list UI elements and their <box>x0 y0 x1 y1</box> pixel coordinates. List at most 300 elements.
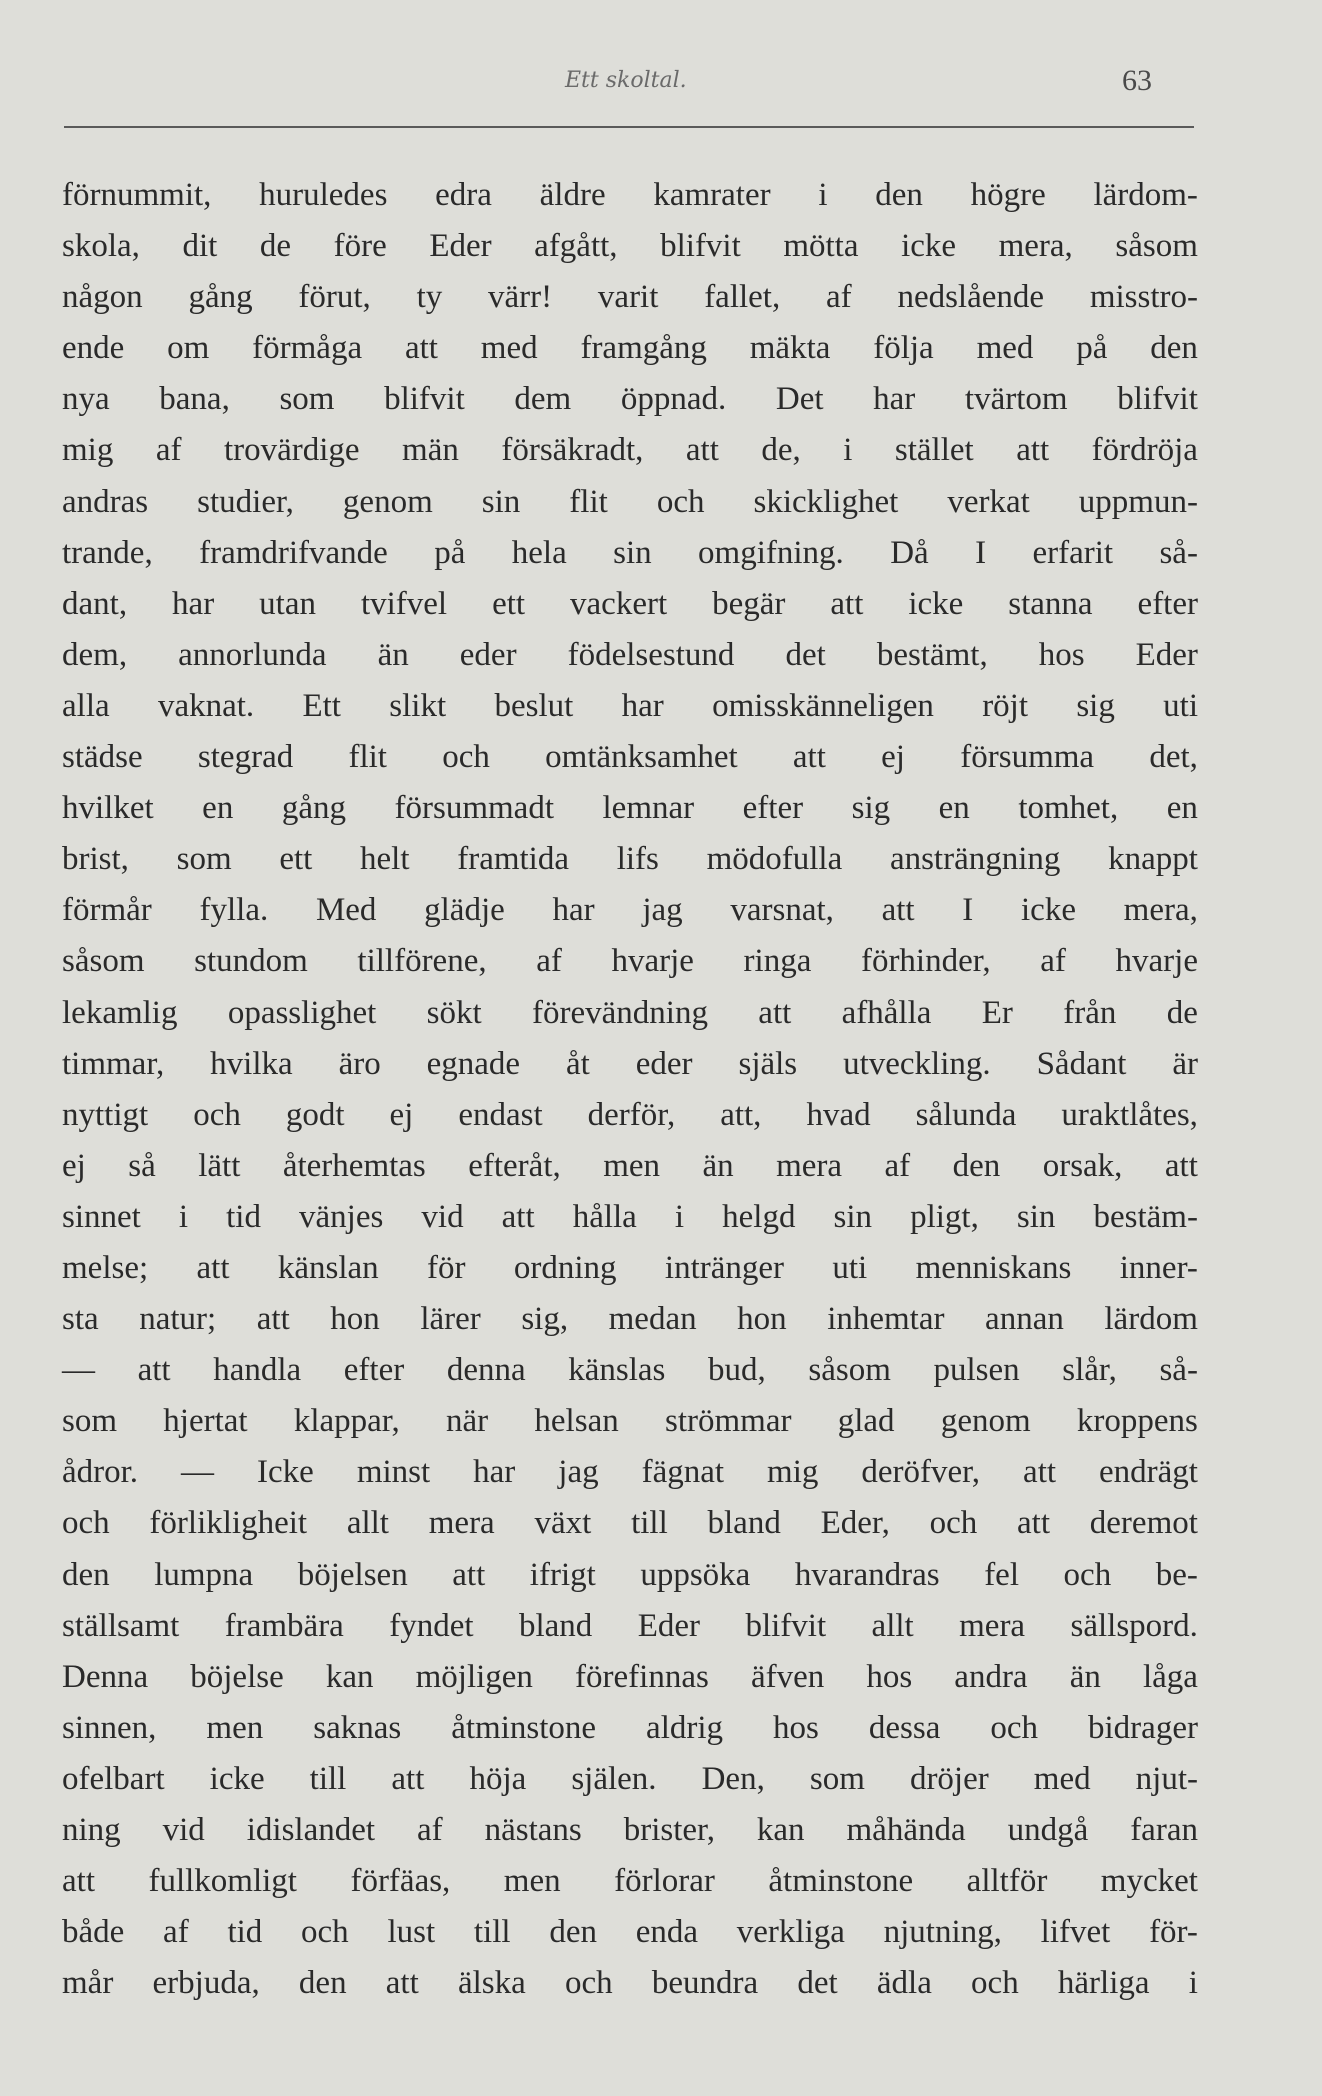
word: stället <box>894 432 974 469</box>
word: ende <box>62 330 125 367</box>
word: såsom <box>62 943 145 980</box>
word: mig <box>62 432 114 469</box>
word: den <box>298 1965 347 2002</box>
word: varsnat, <box>730 892 834 929</box>
word: stundom <box>194 943 308 980</box>
word: att <box>256 1301 290 1338</box>
text-line <box>62 834 1198 885</box>
word: förnummit, <box>62 177 212 213</box>
word: har <box>473 1454 516 1491</box>
word: vänjes <box>299 1198 384 1235</box>
word: mår <box>62 1965 114 2002</box>
word: gång <box>188 279 253 316</box>
word: icke <box>908 585 964 622</box>
word: än <box>702 1147 734 1184</box>
word: deremot <box>1089 1505 1198 1542</box>
word: andras <box>62 483 149 520</box>
word: den <box>952 1147 1001 1184</box>
word: värr! <box>488 279 553 316</box>
word: ifrigt <box>529 1556 596 1593</box>
word: och <box>62 1505 110 1542</box>
word: bud, <box>708 1352 766 1389</box>
word: Eder <box>1135 636 1198 673</box>
word: hon <box>737 1301 787 1338</box>
word: och <box>971 1965 1019 2002</box>
word: uraktlåtes, <box>1061 1096 1198 1133</box>
word: blifvit <box>384 381 465 418</box>
word: men <box>503 1863 561 1900</box>
word: minst <box>356 1454 431 1491</box>
word: efter <box>343 1352 405 1389</box>
word: att <box>501 1198 535 1235</box>
word: alla <box>62 687 110 724</box>
word: nya <box>62 381 110 418</box>
word: den <box>549 1914 597 1951</box>
word: misstro- <box>1089 279 1198 316</box>
word: icke <box>209 1760 265 1797</box>
word: tillförene, <box>357 943 487 980</box>
word: till <box>309 1760 347 1797</box>
word: uppsöka <box>640 1556 751 1593</box>
word: möjligen <box>415 1658 533 1695</box>
word: den <box>62 1556 110 1593</box>
word: kan <box>756 1812 805 1848</box>
word: godt <box>285 1096 345 1133</box>
word: mycket <box>1100 1863 1198 1900</box>
word: med <box>976 330 1034 367</box>
word: sin <box>1016 1198 1056 1235</box>
word: Sådant <box>1036 1045 1127 1082</box>
word: och <box>990 1709 1039 1746</box>
word: en <box>1166 790 1198 827</box>
word: hvarje <box>611 943 694 980</box>
text-line <box>62 1243 1198 1294</box>
word: helsan <box>534 1403 619 1440</box>
word: förlorar <box>614 1863 715 1900</box>
body-text <box>62 170 1198 2009</box>
word: genom <box>342 483 433 520</box>
word: brist, <box>62 841 129 878</box>
word: någon <box>62 279 143 316</box>
word: förut, <box>298 279 371 316</box>
word: hålla <box>572 1198 637 1235</box>
text-line <box>62 1550 1198 1601</box>
word: att <box>685 432 719 469</box>
word: ofelbart <box>62 1760 165 1797</box>
text-line <box>62 1805 1198 1856</box>
word: sig <box>1076 687 1115 724</box>
word: den <box>1150 330 1198 367</box>
word: allt <box>346 1505 389 1542</box>
header-rule <box>64 126 1194 128</box>
word: att <box>404 330 438 367</box>
word: lätt <box>198 1147 241 1184</box>
word: slår, <box>1062 1352 1117 1389</box>
word: slikt <box>389 687 447 724</box>
word: nästans <box>484 1812 582 1848</box>
word: som <box>62 1403 118 1440</box>
text-line <box>62 1652 1198 1703</box>
word: utveckling. <box>843 1045 991 1082</box>
word: bestäm- <box>1093 1198 1198 1235</box>
word: och <box>1063 1556 1112 1593</box>
word: med <box>1033 1760 1091 1797</box>
word: intränger <box>664 1249 785 1286</box>
word: eder <box>459 636 517 673</box>
word: jag <box>558 1454 599 1491</box>
word: män <box>402 432 459 469</box>
word: sålunda <box>915 1096 1017 1133</box>
word: känslas <box>568 1352 666 1389</box>
word: ringa <box>743 943 812 980</box>
word: blifvit <box>745 1607 827 1644</box>
word: undgå <box>1007 1812 1089 1848</box>
word: att <box>792 739 826 776</box>
word: endast <box>458 1096 543 1133</box>
text-line <box>62 1141 1198 1192</box>
word: verkat <box>947 483 1030 520</box>
word: hos <box>866 1658 913 1695</box>
word: annorlunda <box>178 636 327 673</box>
word: faran <box>1130 1812 1198 1848</box>
word: mötta <box>783 228 859 265</box>
word: ett <box>492 585 526 622</box>
word: mera <box>959 1607 1026 1644</box>
word: städse <box>62 739 143 776</box>
word: det <box>785 636 826 673</box>
word: så- <box>1159 534 1198 571</box>
word: i <box>674 1198 685 1235</box>
word: kroppens <box>1076 1403 1198 1440</box>
word: mera <box>428 1505 495 1542</box>
word: tid <box>227 1914 263 1951</box>
word: saknas <box>313 1709 402 1746</box>
word: i <box>178 1198 189 1235</box>
word: att, <box>720 1096 762 1133</box>
word: opasslighet <box>227 994 377 1031</box>
word: vackert <box>570 585 668 622</box>
word: hvarje <box>1115 943 1198 980</box>
word: lärdom- <box>1093 177 1198 213</box>
word: — <box>181 1454 215 1491</box>
word: sig, <box>521 1301 569 1338</box>
word: afgått, <box>534 228 618 265</box>
word: Ett <box>302 687 341 724</box>
word: sig <box>851 790 891 827</box>
word: helgd <box>722 1198 796 1235</box>
word: förmåga <box>252 330 363 367</box>
word: be- <box>1155 1556 1198 1593</box>
word: från <box>1063 994 1117 1031</box>
word: de <box>259 228 292 265</box>
word: att <box>385 1965 419 2002</box>
word: hos <box>773 1709 819 1746</box>
word: ordning <box>513 1249 617 1286</box>
word: åt <box>566 1045 590 1082</box>
text-line <box>62 1958 1198 2009</box>
word: ej <box>389 1096 414 1133</box>
word: på <box>434 534 466 571</box>
word: böjelsen <box>297 1556 408 1593</box>
word: ej <box>881 739 905 776</box>
word: hos <box>1038 636 1085 673</box>
word: växt <box>534 1505 592 1542</box>
word: till <box>473 1914 511 1951</box>
word: ning <box>62 1812 121 1848</box>
word: att <box>196 1249 230 1286</box>
word: af <box>826 279 852 316</box>
word: derför, <box>587 1096 676 1133</box>
word: eder <box>635 1045 693 1082</box>
word: njut- <box>1135 1760 1198 1797</box>
text-line <box>62 579 1198 630</box>
word: trovärdige <box>223 432 360 469</box>
word: ett <box>279 841 313 878</box>
word: att <box>1017 1505 1051 1542</box>
word: omgifning. <box>698 534 844 571</box>
word: dröjer <box>909 1760 989 1797</box>
word: lifvet <box>1040 1914 1111 1951</box>
word: flit <box>569 483 608 520</box>
word: åtminstone <box>768 1863 914 1900</box>
word: och <box>442 739 490 776</box>
word: verkliga <box>736 1914 845 1951</box>
word: bestämt, <box>876 636 988 673</box>
word: mödofulla <box>706 841 843 878</box>
word: lifs <box>616 841 659 878</box>
word: efter <box>742 790 804 827</box>
word: har <box>552 892 595 929</box>
word: icke <box>901 228 957 265</box>
word: annan <box>985 1301 1064 1338</box>
word: helt <box>360 841 410 878</box>
text-line <box>62 1601 1198 1652</box>
word: bland <box>707 1505 781 1542</box>
word: har <box>621 687 664 724</box>
text-line <box>62 936 1198 987</box>
word: för <box>427 1249 466 1286</box>
word: skola, <box>62 228 140 265</box>
word: varit <box>597 279 659 316</box>
word: ädla <box>876 1965 932 2002</box>
word: en <box>202 790 234 827</box>
word: sin <box>833 1198 873 1235</box>
word: denna <box>446 1352 526 1389</box>
word: sökt <box>426 994 482 1031</box>
word: lärer <box>420 1301 481 1338</box>
word: förefinnas <box>575 1658 709 1695</box>
word: och <box>656 483 705 520</box>
word: af <box>536 943 562 980</box>
word: sinnen, <box>62 1709 157 1746</box>
word: så- <box>1159 1352 1198 1389</box>
word: af <box>417 1812 443 1848</box>
word: orsak, <box>1042 1147 1123 1184</box>
word: födelsestund <box>567 636 735 673</box>
word: tvärtom <box>964 381 1068 418</box>
word: Det <box>775 381 824 418</box>
word: de, <box>761 432 801 469</box>
word: glädje <box>424 892 505 929</box>
word: känslan <box>277 1249 379 1286</box>
text-line <box>62 1856 1198 1907</box>
word: och <box>193 1096 241 1133</box>
word: försummadt <box>394 790 554 827</box>
word: som <box>809 1760 865 1797</box>
word: höja <box>469 1760 527 1797</box>
word: edra <box>435 177 492 213</box>
word: men <box>603 1147 661 1184</box>
text-line <box>62 1754 1198 1805</box>
word: knappt <box>1108 841 1198 878</box>
word: ansträngning <box>889 841 1061 878</box>
word: I <box>962 892 974 929</box>
word: hela <box>511 534 567 571</box>
word: deröfver, <box>861 1454 981 1491</box>
word: fallet, <box>704 279 781 316</box>
word: högre <box>970 177 1046 213</box>
word: begär <box>712 585 786 622</box>
word: både <box>62 1914 125 1951</box>
word: att <box>881 892 915 929</box>
word: tid <box>226 1198 261 1235</box>
word: beslut <box>494 687 574 724</box>
word: och <box>929 1505 978 1542</box>
word: omisskänneligen <box>712 687 934 724</box>
word: i <box>818 177 828 213</box>
word: blifvit <box>1117 381 1198 418</box>
word: framtida <box>457 841 569 878</box>
word: af <box>163 1914 189 1951</box>
word: före <box>333 228 387 265</box>
word: framgång <box>580 330 707 367</box>
word: sta <box>62 1301 99 1338</box>
word: handla <box>213 1352 302 1389</box>
word: enda <box>635 1914 699 1951</box>
word: af <box>1040 943 1066 980</box>
word: de <box>1166 994 1198 1031</box>
word: lärdom <box>1104 1301 1198 1338</box>
word: när <box>446 1403 489 1440</box>
word: aldrig <box>646 1709 724 1746</box>
word: I <box>975 534 987 571</box>
word: bana, <box>159 381 230 418</box>
page-number: 63 <box>1122 64 1152 97</box>
word: andra <box>954 1658 1028 1695</box>
word: älska <box>457 1965 526 2002</box>
word: uppmun- <box>1078 483 1198 520</box>
word: Denna <box>62 1658 149 1695</box>
word: den <box>875 177 923 213</box>
running-title: Ett skoltal. <box>565 68 687 93</box>
word: Den, <box>701 1760 765 1797</box>
word: böjelse <box>190 1658 284 1695</box>
word: sällspord. <box>1070 1607 1198 1644</box>
word: med <box>480 330 538 367</box>
word: Med <box>315 892 377 929</box>
word: af <box>155 432 182 469</box>
word: strömmar <box>664 1403 792 1440</box>
word: det, <box>1149 739 1198 776</box>
word: uti <box>1163 687 1198 724</box>
word: att <box>1016 432 1050 469</box>
word: försumma <box>960 739 1095 776</box>
word: Eder, <box>820 1505 890 1542</box>
word: erfarit <box>1032 534 1114 571</box>
text-line <box>62 221 1198 272</box>
word: i <box>843 432 853 469</box>
word: förevändning <box>532 994 708 1031</box>
word: röjt <box>982 687 1029 724</box>
word: fullkomligt <box>148 1863 297 1900</box>
text-line <box>62 477 1198 528</box>
word: omtänksamhet <box>545 739 738 776</box>
word: till <box>631 1505 668 1542</box>
word: måhända <box>846 1812 966 1848</box>
word: men <box>206 1709 264 1746</box>
word: tvifvel <box>360 585 448 622</box>
word: förlikligheit <box>149 1505 308 1542</box>
word: har <box>873 381 916 418</box>
word: återhemtas <box>282 1147 426 1184</box>
word: att <box>452 1556 486 1593</box>
word: en <box>938 790 970 827</box>
word: mera, <box>1123 892 1198 929</box>
word: än <box>1069 1658 1101 1695</box>
word: äro <box>338 1045 381 1082</box>
word: studier, <box>197 483 294 520</box>
text-line <box>62 374 1198 425</box>
word: lekamlig <box>62 994 178 1031</box>
text-line <box>62 630 1198 681</box>
word: är <box>1172 1045 1198 1082</box>
word: dessa <box>868 1709 941 1746</box>
word: sinnet <box>62 1198 141 1235</box>
word: dant, <box>62 585 128 622</box>
word: lumpna <box>154 1556 254 1593</box>
word: mäkta <box>749 330 831 367</box>
word: endrägt <box>1099 1454 1198 1491</box>
word: dem, <box>62 636 128 673</box>
word: Då <box>890 534 929 571</box>
word: förmår <box>62 892 152 929</box>
word: förhinder, <box>860 943 991 980</box>
word: uti <box>832 1249 868 1286</box>
word: själen. <box>571 1760 657 1797</box>
word: som <box>279 381 335 418</box>
word: brister, <box>623 1812 715 1848</box>
word: stegrad <box>197 739 294 776</box>
word: timmar, <box>62 1045 165 1082</box>
word: Er <box>981 994 1013 1031</box>
word: så <box>128 1147 156 1184</box>
word: frambära <box>224 1607 344 1644</box>
word: ställsamt <box>62 1607 180 1644</box>
text-line <box>62 170 1198 221</box>
word: hon <box>330 1301 380 1338</box>
word: åtminstone <box>451 1709 597 1746</box>
word: bland <box>518 1607 593 1644</box>
word: egnade <box>426 1045 521 1082</box>
word: ej <box>62 1147 86 1184</box>
text-line <box>62 783 1198 834</box>
word: och <box>301 1914 349 1951</box>
word: att <box>758 994 792 1031</box>
word: af <box>884 1147 911 1184</box>
word: pligt, <box>910 1198 979 1235</box>
word: att <box>1023 1454 1057 1491</box>
word: öppnad. <box>620 381 727 418</box>
